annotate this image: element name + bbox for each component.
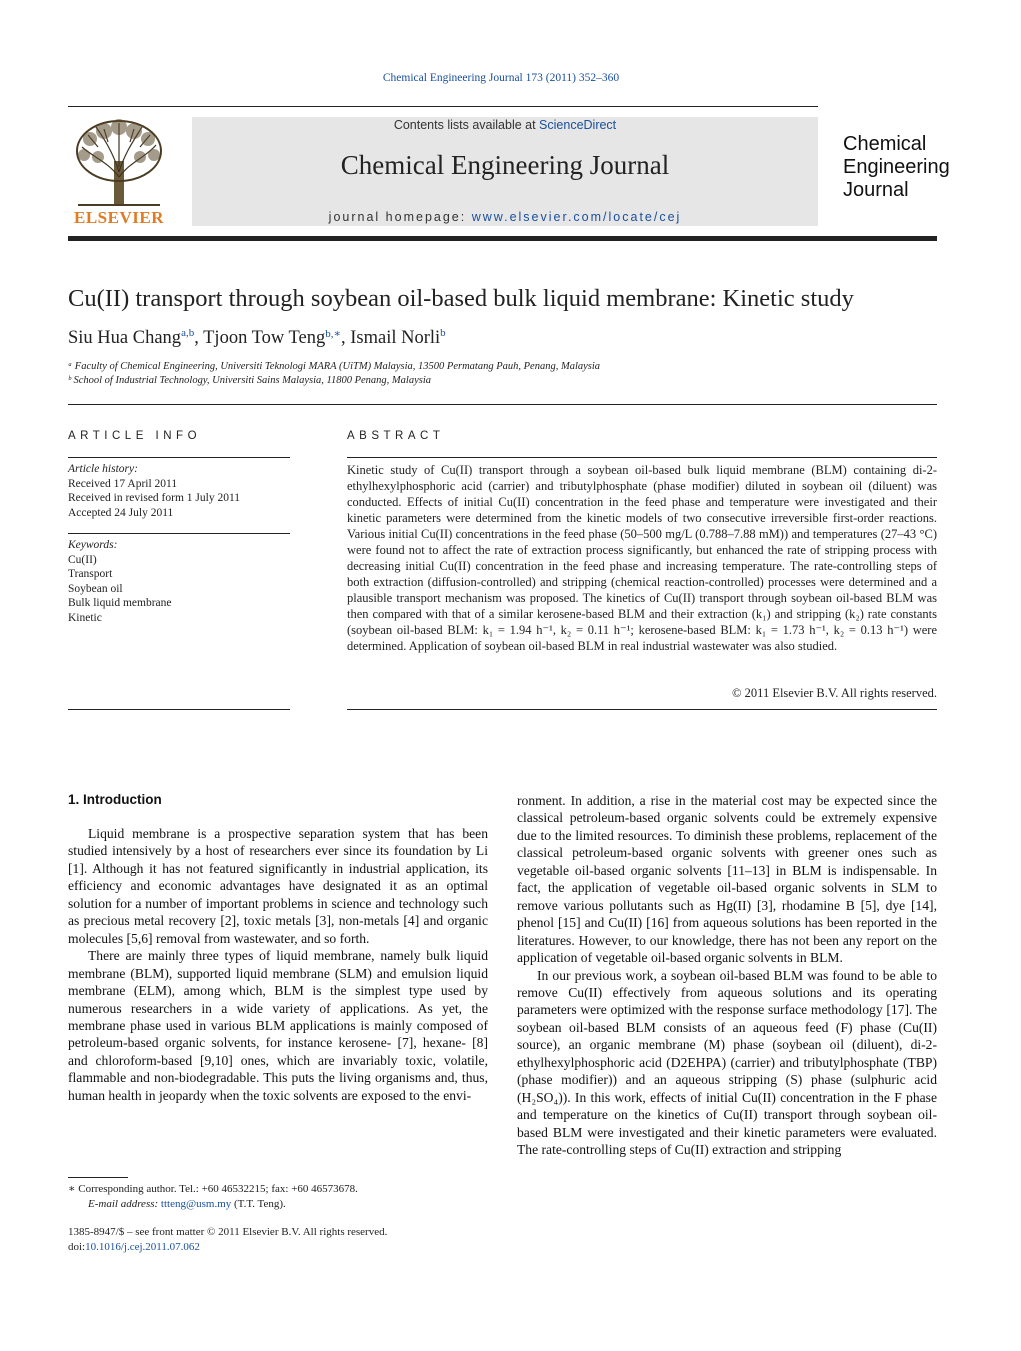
author-name[interactable]: Ismail Norli: [350, 328, 441, 348]
doi-link[interactable]: 10.1016/j.cej.2011.07.062: [85, 1241, 200, 1253]
author-affiliation-ref[interactable]: a,b: [181, 327, 195, 339]
affiliation-a: ᵃ Faculty of Chemical Engineering, Universiti Teknologi MARA (UiTM) Malaysia, 13500 Permatang Pauh, Penang, Malaysia: [68, 361, 601, 372]
contents-prefix: Contents lists available at: [393, 118, 540, 132]
contents-line: [192, 118, 818, 132]
keyword-item: Cu(II): [68, 553, 97, 566]
body-paragraph: There are mainly three types of liquid membrane, namely bulk liquid membrane (BLM), supported liquid membrane (SLM) and emulsion liquid membrane (ELM), among which, BLM is the simplest type used by numerous researchers in a wide variety of applications. As yet, the membrane phase used in various BLM applications is mainly composed of petroleum-based organic solvents, for instance kerosene- [7], hexane- [8] and chloroform-based [9,10] ones, which are invariably toxic, volatile, flammable and non-biodegradable. This puts the living organisms and, thus, human health in jeopardy when the toxic solvents are exposed to the envi-: [68, 948, 488, 1103]
keyword-item: Bulk liquid membrane: [68, 597, 172, 609]
front-matter: [68, 1225, 488, 1255]
keywords-label: Keywords:: [68, 539, 118, 551]
introduction-heading: 1. Introduction: [68, 792, 162, 807]
footnote-rule: [68, 1177, 128, 1178]
author-affiliation-ref[interactable]: b,∗: [325, 328, 341, 340]
corresponding-author-footnote: [68, 1182, 488, 1211]
article-info-heading: ARTICLE INFO: [68, 430, 202, 442]
cover-title-line-3: Journal: [843, 179, 909, 201]
journal-cover-title: [843, 133, 953, 202]
email-label: E-mail address:: [88, 1197, 159, 1210]
abstract-copyright: © 2011 Elsevier B.V. All rights reserved.: [732, 686, 937, 700]
doi-prefix: doi:: [68, 1241, 86, 1253]
body-paragraph: Liquid membrane is a prospective separation system that has been studied intensively by a host of researchers ever since its foundation by Li [1]. Although it has not featured significantly in industrial application, its efficiency and economic advantages have designated it as an optimal solution for a number of important problems in science and technology such as precious metal recovery [2], toxic metals [3], non-metals [4] and organic molecules [5,6] removal from wastewater, and so forth.: [68, 826, 488, 946]
abstract-rule: [347, 457, 937, 458]
history-label: Article history:: [68, 463, 138, 475]
title-bottom-rule: [68, 404, 937, 405]
author-name[interactable]: Siu Hua Chang: [68, 328, 182, 348]
keywords-rule: [68, 533, 290, 534]
keyword-item: Transport: [68, 568, 113, 580]
corresponding-author-line: ∗ Corresponding author. Tel.: +60 46532215; fax: +60 46573678.: [68, 1183, 358, 1195]
received-date: Received 17 April 2011: [68, 477, 178, 490]
revised-date: Received in revised form 1 July 2011: [68, 492, 241, 504]
author-affiliation-ref[interactable]: b: [440, 327, 446, 339]
abstract-heading: ABSTRACT: [347, 430, 445, 442]
author-list: Siu Hua Chang$^{a,b}$, Tjoon Tow Teng$^{b,∗}$, Ismail Norli$^b$: [68, 327, 446, 348]
email-suffix: (T.T. Teng).: [234, 1197, 286, 1210]
author-email-link[interactable]: ttteng@usm.my: [160, 1197, 232, 1210]
keywords-block: [68, 538, 290, 625]
cover-title-line-1: Chemical: [843, 133, 927, 155]
keyword-item: Kinetic: [68, 611, 102, 624]
journal-homepage: [192, 210, 818, 224]
author-name[interactable]: Tjoon Tow Teng: [203, 328, 326, 348]
journal-citation[interactable]: Chemical Engineering Journal 173 (2011) 352–360: [382, 72, 620, 84]
header-top-rule: [68, 106, 818, 107]
article-info-rule: [68, 457, 290, 458]
abstract-text: Kinetic study of Cu(II) transport through a soybean oil-based bulk liquid membrane (BLM) containing di-2-ethylhexylphosphoric acid (carrier) and tributylphosphate (phase modifier) diluted in soybean oil (diluent) was conducted. Effects of initial Cu(II) concentration in the feed phase and temperature were investigated and their kinetic parameters were determined from the kinetic models of two consecutive irreversible first-order reactions. Various initial Cu(II) concentrations in the feed phase (50–500 mg/L (0.788–7.88 mM)) and temperatures (27–43 °C) were found not to affect the rate of extraction process significantly, but enhanced the rate of stripping process with decreasing initial Cu(II) concentration in the feed phase and increasing temperature. The rate-controlling steps of both extraction (diffusion-controlled) and stripping (chemical reaction-controlled) processes were determined and a plausible transport mechanism was proposed. The kinetics of Cu(II) transport through soybean oil-based BLM was then compared with that of a similar kerosene-based BLM and their extraction (k₁) and stripping (k₂) rate constants (soybean oil-based BLM: k₁ = 1.94 h⁻¹, k₂ = 0.11 h⁻¹; kerosene-based BLM: k₁ = 1.73 h⁻¹, k₂ = 0.13 h⁻¹) were determined. Application of soybean oil-based BLM in real industrial wastewater was also studied.: [347, 463, 937, 653]
header-thick-rule: [68, 236, 937, 241]
elsevier-wordmark: ELSEVIER: [74, 208, 164, 227]
keyword-item: Soybean oil: [68, 582, 123, 595]
affiliation-b: ᵇ School of Industrial Technology, Universiti Sains Malaysia, 11800 Penang, Malaysia: [68, 375, 432, 386]
article-info-bottom-rule: [68, 709, 290, 710]
abstract-bottom-rule: [347, 709, 937, 710]
issn-line: 1385-8947/$ – see front matter © 2011 Elsevier B.V. All rights reserved.: [68, 1226, 388, 1238]
journal-title: Chemical Engineering Journal: [340, 150, 670, 180]
article-title: Cu(II) transport through soybean oil-based bulk liquid membrane: Kinetic study: [68, 285, 854, 312]
article-history: [68, 462, 290, 520]
homepage-prefix: journal homepage:: [328, 210, 472, 224]
homepage-link[interactable]: www.elsevier.com/locate/cej: [471, 210, 682, 224]
body-paragraph: In our previous work, a soybean oil-based BLM was found to be able to remove Cu(II) effectively from aqueous solutions and its operating parameters were optimized with the response surface methodology [17]. The soybean oil-based BLM consists of an aqueous feed (F) phase (Cu(II) source), an organic membrane (M) phase (soybean oil (diluent), di-2-ethylhexylphosphoric acid (D2EHPA) (carrier) and tributylphosphate (TBP) (phase modifier)) and an aqueous stripping (S) phase (sulphuric acid (H₂SO₄)). In this work, effects of initial Cu(II) concentration in the F phase and temperature on the kinetics of Cu(II) transport through soybean oil-based BLM were investigated and their kinetic parameters were evaluated. The rate-controlling steps of Cu(II) extraction and stripping: [517, 967, 937, 1158]
sciencedirect-link[interactable]: ScienceDirect: [539, 118, 617, 132]
body-left-column: [68, 825, 488, 1104]
cover-title-line-2: Engineering: [843, 156, 950, 178]
body-right-column: [517, 792, 937, 1159]
accepted-date: Accepted 24 July 2011: [68, 506, 174, 519]
body-paragraph: ronment. In addition, a rise in the material cost may be expected since the classical petroleum-based organic solvents could be extremely expensive due to the limited resources. To diminish these problems, replacement of the classical petroleum-based organic solvents with greener ones such as vegetable oil-based organic solvents [11–13] in BLM is indispensable. In fact, the application of vegetable oil-based organic solvents in SLM to remove various pollutants such as Hg(II) [3], rhodamine B [5], dye [14], phenol [15] and Cu(II) [16] from aqueous solutions has been reported in the literatures. However, to our knowledge, there has not been any report on the application of vegetable oil-based organic solvents in BLM.: [517, 793, 937, 966]
